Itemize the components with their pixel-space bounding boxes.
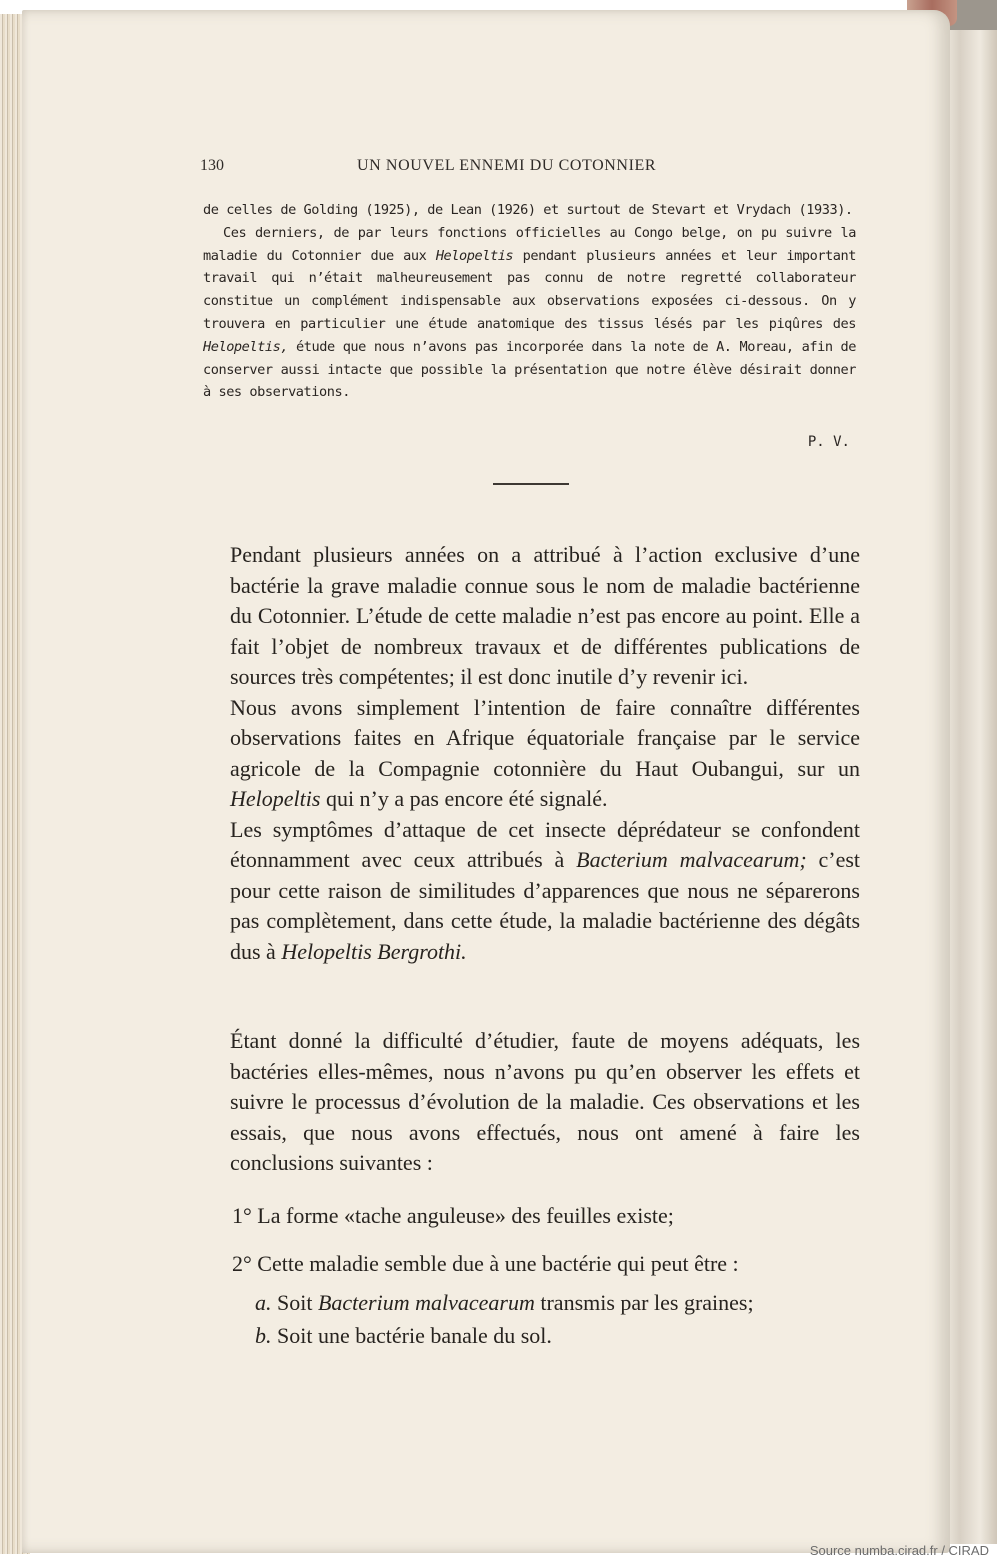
foreword-text xyxy=(203,199,856,404)
main-text-block-1 xyxy=(230,540,860,967)
running-title: UN NOUVEL ENNEMI DU COTONNIER xyxy=(357,157,657,174)
body-p3-before: Les symptômes d’attaque de cet insecte déprédateur se confondent étonnamment avec ceux attribués à xyxy=(230,816,860,872)
body-p2-italic: Helopeltis xyxy=(230,786,321,811)
list-item-1: 1° La forme «tache anguleuse» des feuilles existe; xyxy=(232,1203,674,1228)
list-item-a-italic: Bacterium malvacearum xyxy=(317,1290,535,1315)
body-p3-italic-1: Bacterium malvacearum; xyxy=(576,847,807,872)
body-paragraph-3 xyxy=(230,815,860,968)
body-paragraph-2 xyxy=(230,693,860,815)
foreword-p2-before: Ces derniers, de par leurs fonctions officielles au Congo belge, on pu suivre la maladie du Cotonnier due aux xyxy=(203,224,856,264)
running-head xyxy=(200,157,840,181)
list-item-b-text: Soit une bactérie banale du sol. xyxy=(271,1323,552,1348)
page-number: 130 xyxy=(200,157,224,174)
body-paragraph-1: Pendant plusieurs années on a attribué à l’action exclusive d’une bactérie la grave maladie connue sous le nom de maladie bactérienne du Cotonnier. L’étude de cette maladie n’est pas encore au point. Elle a fait l’objet de nombreux travaux et de différentes publications de sources très compétentes; il est donc inutile d’y revenir ici. xyxy=(230,542,860,689)
foreword-p2-after: étude que nous n’avons pas incorporée dans la note de A. Moreau, afin de conserver aussi intacte que possible la présentation que notre élève désirait donner à ses observations. xyxy=(203,338,856,401)
foreword-genus-2: Helopeltis, xyxy=(203,338,289,355)
foreword-paragraph-1: de celles de Golding (1925), de Lean (1926) et surtout de Stevart et Vrydach (1933). xyxy=(203,202,853,218)
list-item-a-label: a. xyxy=(255,1290,272,1315)
list-item-a-after: transmis par les graines; xyxy=(534,1290,754,1315)
list-item-2: 2° Cette maladie semble due à une bactérie qui peut être : xyxy=(232,1251,739,1276)
body-p3-italic-2: Helopeltis Bergrothi. xyxy=(281,938,467,964)
list-item-a xyxy=(255,1290,754,1316)
source-credit: Source numba.cirad.fr / CIRAD xyxy=(809,1543,989,1558)
body-p3-middle: c’est pour cette raison de similitudes d’apparences que nous ne séparerons pas complètement, dans cette étude, la maladie bactérienne des dégâts dus à xyxy=(230,847,861,964)
list-item-b xyxy=(255,1323,552,1349)
signature: P. V. xyxy=(807,434,850,450)
section-divider xyxy=(493,483,569,485)
foreword-genus-1: Helopeltis xyxy=(435,247,514,264)
list-item-b-label: b. xyxy=(255,1323,272,1348)
foreword-paragraph-2 xyxy=(203,222,856,404)
list-item-a-before: Soit xyxy=(271,1290,318,1315)
body-paragraph-4: Étant donné la difficulté d’étudier, faute de moyens adéquats, les bactéries elles-mêmes, nous n’avons pu qu’en observer les effets et suivre le processus d’évolution de la maladie. Ces observations et les essais, que nous avons effectués, nous ont amené à faire les conclusions suivantes : xyxy=(230,1028,860,1175)
foreword-p2-middle: pendant plusieurs années et leur important travail qui n’était malheureusement pas connu de notre regretté collaborateur constitue un complément indispensable aux observations exposées ci-dessous. On y trouvera en particulier une étude anatomique des tissus lésés par les piqûres des xyxy=(203,247,856,332)
body-p2-after: qui n’y a pas encore été signalé. xyxy=(320,786,608,811)
body-p2-before: Nous avons simplement l’intention de faire connaître différentes observations faites en Afrique équatoriale française par le service agricole de la Compagnie cotonnière du Haut Oubangui, sur un xyxy=(230,694,860,781)
